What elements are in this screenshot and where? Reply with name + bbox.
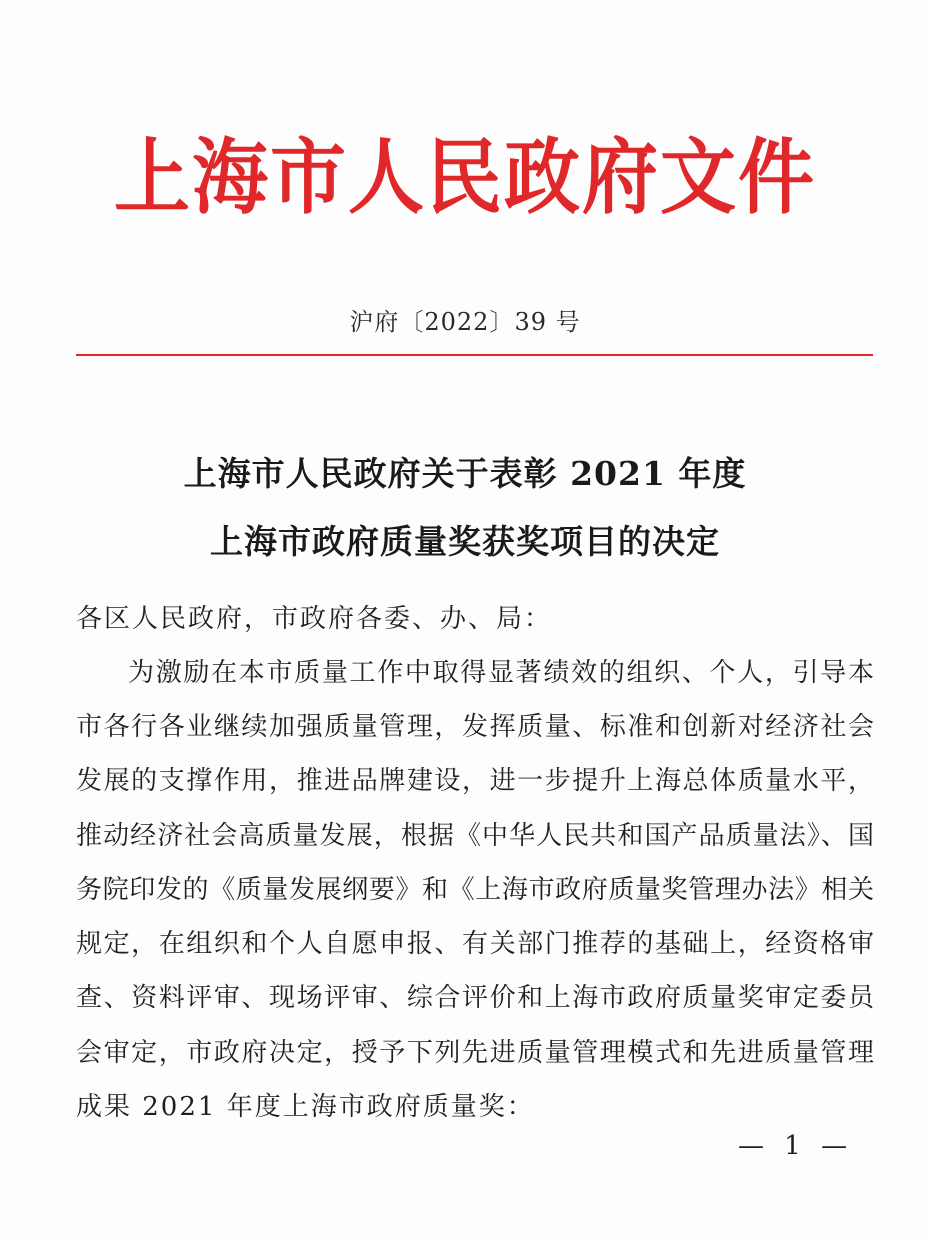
decision-title-line-2: 上海市政府质量奖获奖项目的决定: [210, 522, 720, 561]
document-number: 沪府〔2022〕39 号: [349, 308, 581, 336]
addressee-line: 各区人民政府，市政府各委、办、局：: [76, 604, 553, 634]
body-text-line: 查、资料评审、现场评审、综合评价和上海市政府质量奖审定委员: [76, 983, 874, 1013]
body-text-line: 为激励在本市质量工作中取得显著绩效的组织、个人，引导本: [128, 658, 874, 688]
document-masthead: 上海市人民政府文件: [114, 128, 816, 225]
red-divider-rule: [76, 354, 873, 356]
body-text-line: 务院印发的《质量发展纲要》和《上海市政府质量奖管理办法》相关: [76, 875, 874, 905]
body-text-line: 规定，在组织和个人自愿申报、有关部门推荐的基础上，经资格审: [76, 929, 874, 959]
body-text-line: 会审定，市政府决定，授予下列先进质量管理模式和先进质量管理: [76, 1038, 874, 1068]
body-text-line: 成果 2021 年度上海市政府质量奖：: [76, 1092, 535, 1122]
decision-title-line-1: 上海市人民政府关于表彰 2021 年度: [183, 454, 747, 493]
body-text-line: 推动经济社会高质量发展，根据《中华人民共和国产品质量法》、国: [76, 821, 874, 851]
body-text-line: 市各行各业继续加强质量管理，发挥质量、标准和创新对经济社会: [76, 712, 874, 742]
body-text-line: 发展的支撑作用，推进品牌建设，进一步提升上海总体质量水平，: [76, 766, 874, 796]
page-number: — 1 —: [738, 1131, 854, 1161]
